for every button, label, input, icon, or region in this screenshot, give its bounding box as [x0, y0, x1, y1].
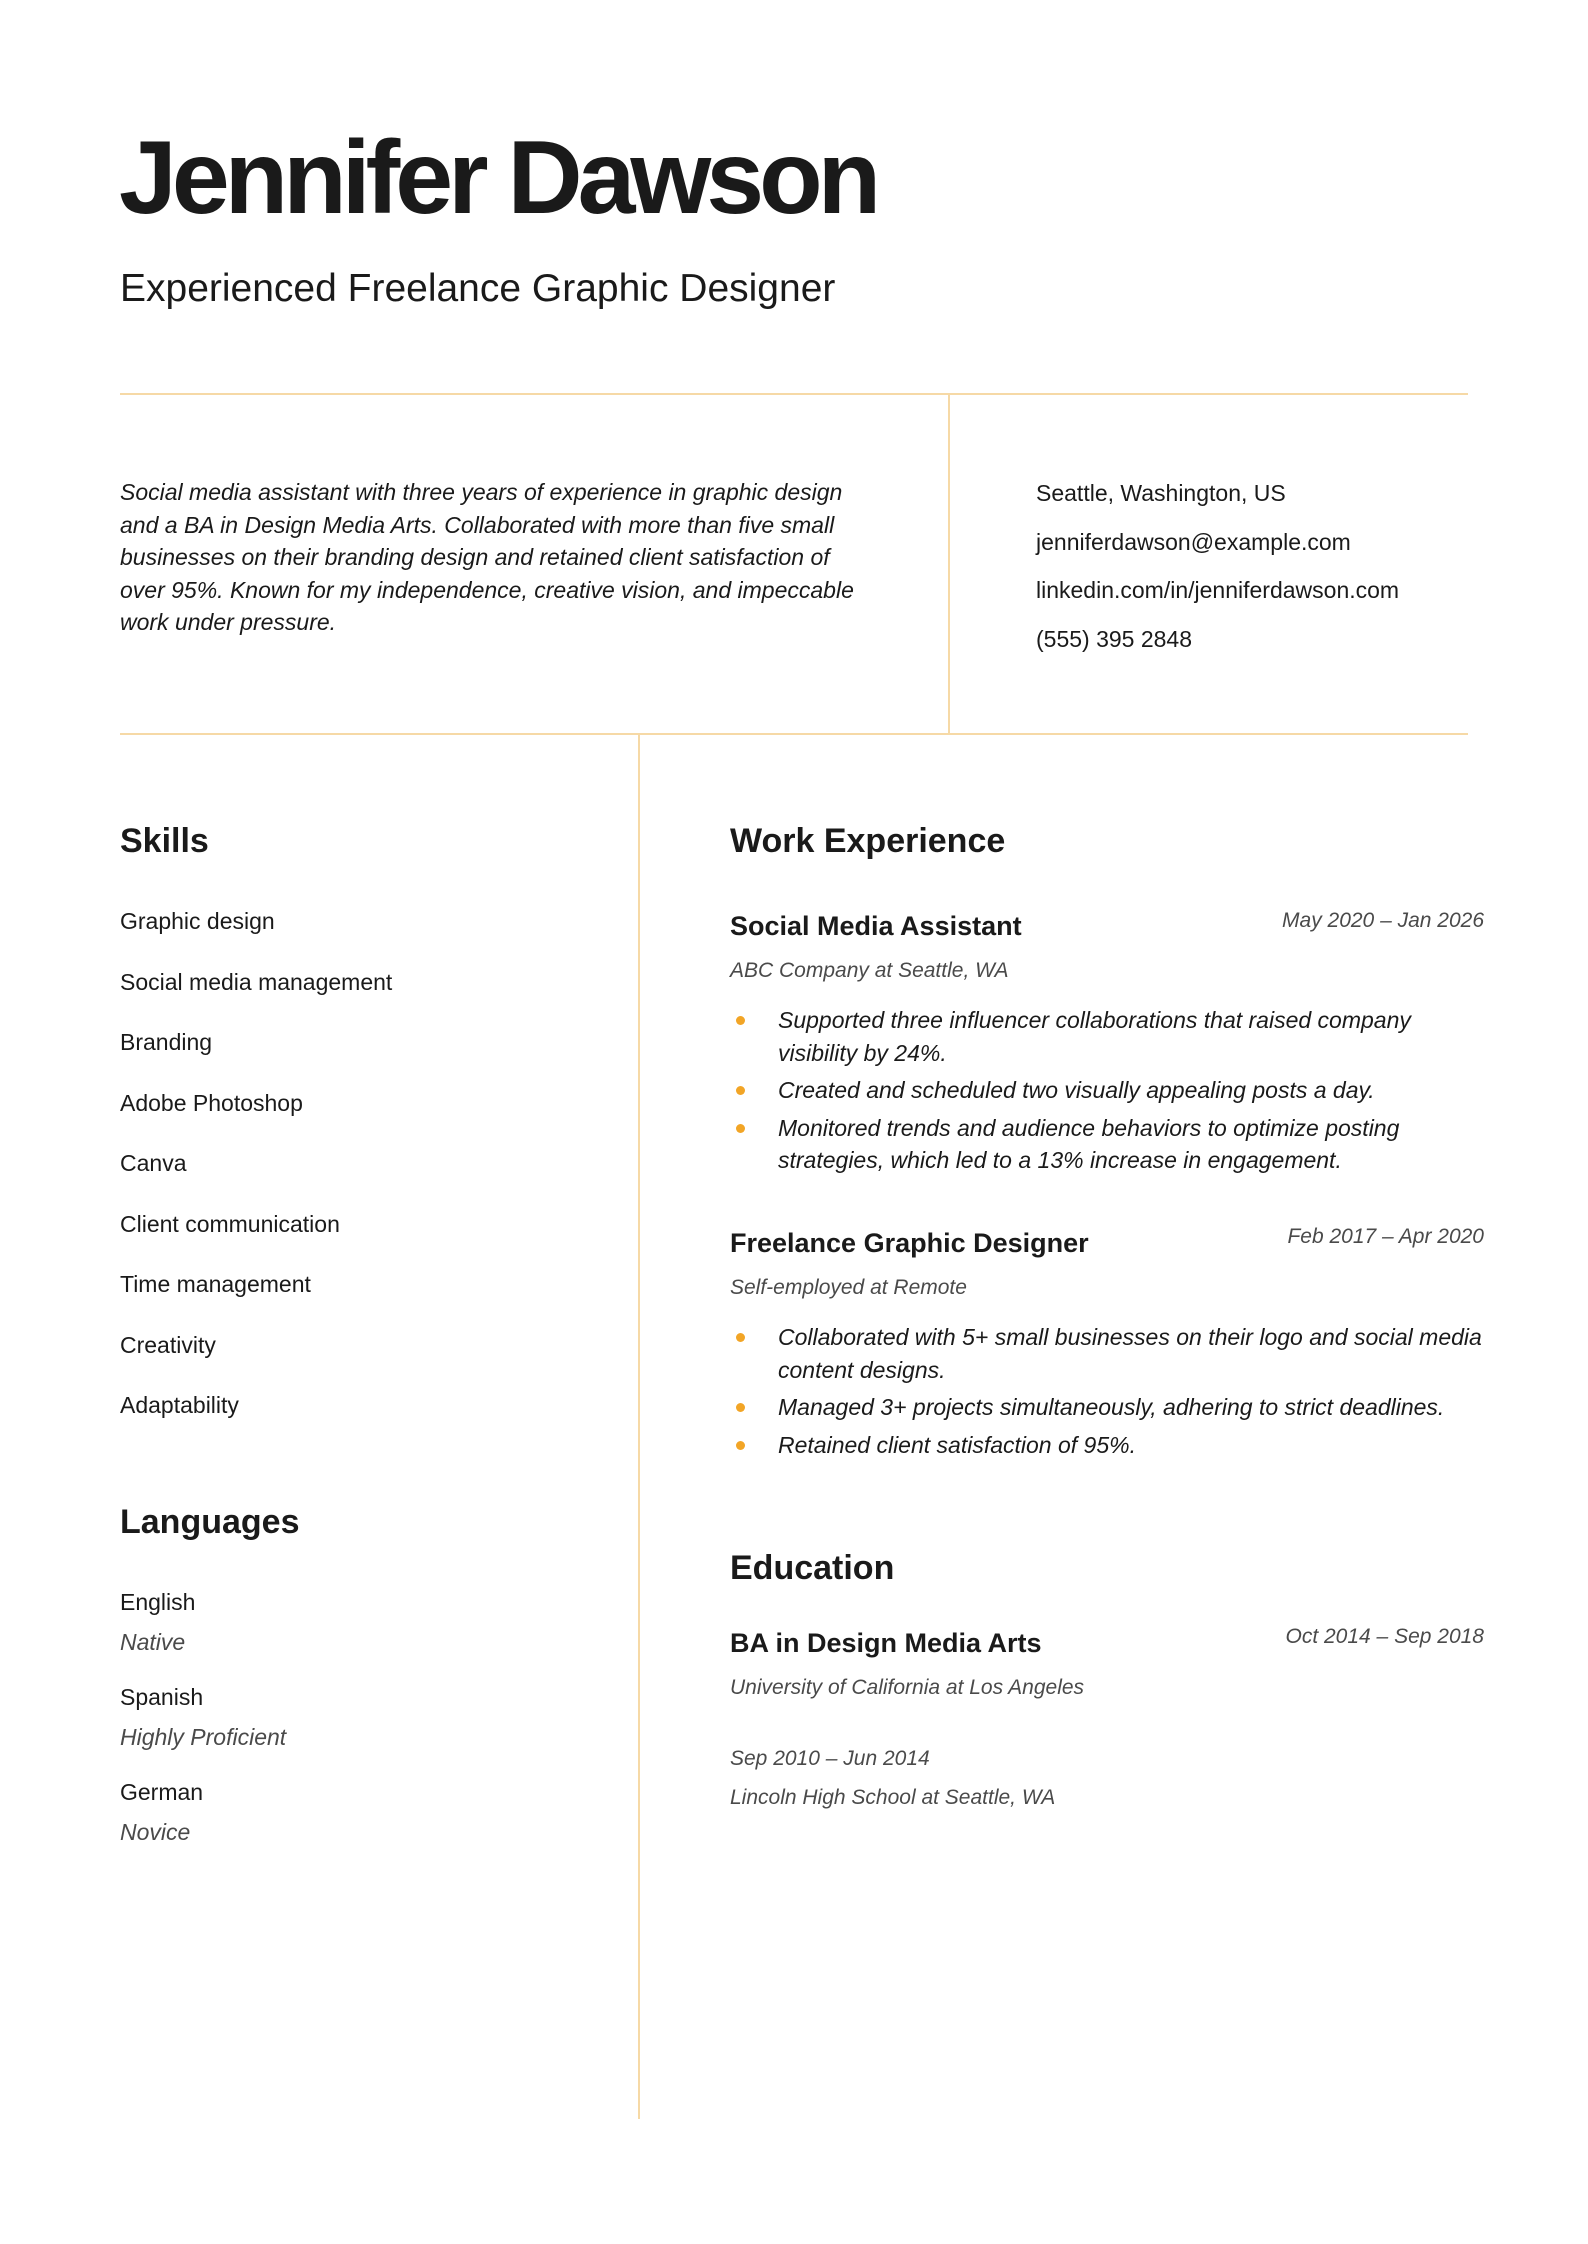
education-heading: Education [730, 1549, 895, 1587]
bullet-dot-icon [736, 1333, 745, 1342]
job-dates: May 2020 – Jan 2026 [1282, 909, 1484, 932]
languages-heading: Languages [120, 1503, 300, 1541]
job-bullet [730, 1112, 1490, 1177]
skills-list [120, 905, 392, 1450]
job-bullet-text: Supported three influencer collaborations that raised company visibility by 24%. [778, 1007, 1411, 1066]
contact-location: Seattle, Washington, US [1036, 480, 1286, 506]
work-experience-heading: Work Experience [730, 822, 1006, 860]
job-company: ABC Company at Seattle, WA [730, 959, 1009, 982]
top-divider [120, 393, 1468, 395]
candidate-name: Jennifer Dawson [119, 120, 877, 236]
skill-item: Social media management [120, 968, 393, 995]
job-bullet [730, 1391, 1490, 1424]
language-name: English [120, 1589, 196, 1615]
job-bullet [730, 1074, 1490, 1107]
job-bullet [730, 1321, 1490, 1386]
education-degree: BA in Design Media Arts [730, 1628, 1042, 1658]
language-item [120, 1681, 286, 1776]
summary-contact-divider [948, 394, 950, 734]
skill-item: Graphic design [120, 908, 275, 934]
education-school: Lincoln High School at Seattle, WA [730, 1786, 1056, 1809]
contact-list [1036, 477, 1399, 671]
bullet-dot-icon [736, 1403, 745, 1412]
job-bullet-text: Collaborated with 5+ small businesses on their logo and social media content designs. [778, 1324, 1482, 1383]
contact-phone[interactable]: (555) 395 2848 [1036, 625, 1193, 652]
skill-item: Adobe Photoshop [120, 1089, 303, 1116]
job-bullet-text: Created and scheduled two visually appealing posts a day. [778, 1077, 1375, 1103]
job-company: Self-employed at Remote [730, 1276, 967, 1299]
skill-item: Creativity [120, 1331, 216, 1358]
job-dates: Feb 2017 – Apr 2020 [1287, 1225, 1484, 1248]
language-level: Novice [120, 1819, 191, 1845]
language-level: Highly Proficient [120, 1724, 287, 1750]
job-bullets [730, 1004, 1490, 1182]
education-dates: Oct 2014 – Sep 2018 [1285, 1625, 1484, 1648]
skill-item: Time management [120, 1271, 311, 1297]
contact-linkedin[interactable]: linkedin.com/in/jenniferdawson.com [1036, 577, 1400, 603]
job-bullet-text: Retained client satisfaction of 95%. [778, 1431, 1136, 1458]
language-name: German [120, 1779, 204, 1805]
job-title: Freelance Graphic Designer [730, 1228, 1089, 1258]
skills-heading: Skills [120, 822, 209, 860]
bullet-dot-icon [736, 1124, 745, 1133]
middle-divider [120, 733, 1468, 735]
bullet-dot-icon [736, 1086, 745, 1095]
job-title: Social Media Assistant [730, 911, 1022, 941]
skill-item: Adaptability [120, 1392, 239, 1418]
bullet-dot-icon [736, 1441, 745, 1450]
education-school: University of California at Los Angeles [730, 1676, 1085, 1699]
column-divider [638, 734, 640, 2119]
language-item [120, 1586, 286, 1681]
profile-summary: Social media assistant with three years of experience in graphic design and a BA in Design Media Arts. Collaborated with more than five small businesses on their branding design and retained client satisfaction of over 95%. Known for my independence, creative vision, and impeccable work under pressure. [120, 479, 854, 635]
language-level: Native [120, 1629, 186, 1655]
job-bullet-text: Monitored trends and audience behaviors to optimize posting strategies, which led to a 13% increase in engagement. [778, 1114, 1400, 1173]
job-bullet-text: Managed 3+ projects simultaneously, adhering to strict deadlines. [778, 1394, 1445, 1420]
languages-list [120, 1586, 286, 1871]
skill-item: Branding [120, 1029, 213, 1055]
bullet-dot-icon [736, 1016, 745, 1025]
job-bullet [730, 1429, 1490, 1462]
language-name: Spanish [120, 1684, 204, 1710]
contact-email[interactable]: jenniferdawson@example.com [1036, 528, 1351, 555]
candidate-headline: Experienced Freelance Graphic Designer [120, 267, 836, 310]
job-bullets [730, 1321, 1490, 1466]
education-dates: Sep 2010 – Jun 2014 [730, 1747, 930, 1770]
job-bullet [730, 1004, 1490, 1069]
skill-item: Canva [120, 1150, 187, 1176]
language-item [120, 1776, 286, 1871]
skill-item: Client communication [120, 1210, 340, 1237]
